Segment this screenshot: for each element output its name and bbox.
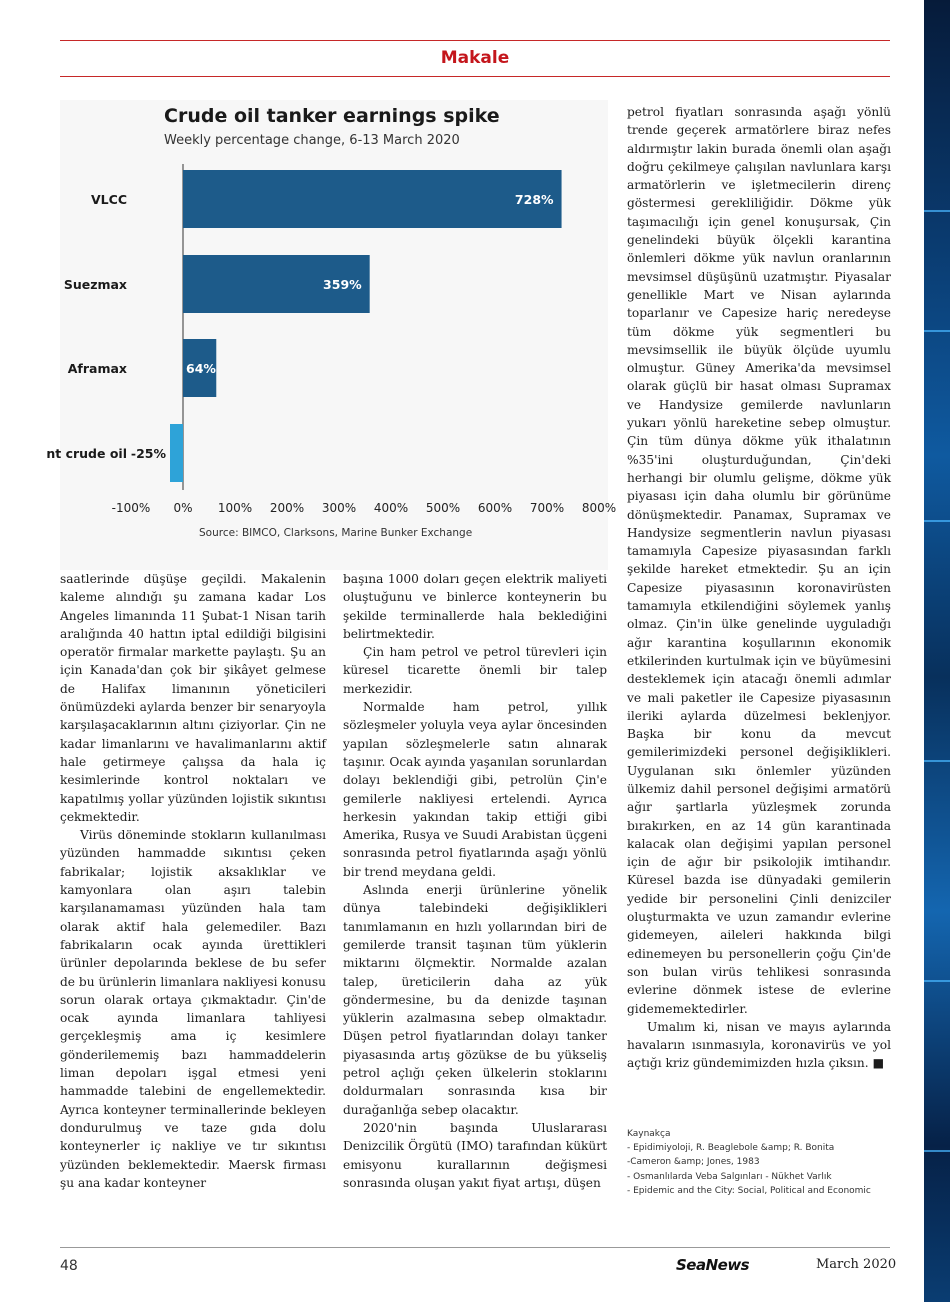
x-tick-label: 0% (173, 501, 193, 515)
x-tick-label: 100% (217, 501, 253, 515)
article-paragraph: 2020'nin başında Uluslararası Denizcilik Örgütü (IMO) tarafından kükürt emisyonu kurallarının değişmesi sonrasında oluşan yakıt fiyat artışı, düşen (343, 1120, 607, 1190)
article-paragraph: başına 1000 doları geçen elektrik maliyeti oluştuğunu ve binlerce konteynerin bu şekilde terminallerde hala beklediğini belirtmektedir. (343, 572, 607, 641)
article-paragraph: Virüs döneminde stokların kullanılması yüzünden hammadde sıkıntısı çeken fabrikalar; lojistik aksaklıklar ve kamyonlara olan aşırı talebin karşılanamaması yüzünden hala tam olarak aktif hala gelemediler. Bazı fabrikaların ocak ayında ürettikleri ürünler depolarında beklese de bu sefer de bu ürünlerin limanlara nakliyesi konusu sorun olarak ortaya çıkmaktadır. Çin'de ocak ayında limanlara tahliyesi gerçekleşmiş ama iç kesimlere gönderilememiş bazı hammaddelerin liman depoları işgal etmesi yeni hammadde talebini de engellemektedir. Ayrıca konteyner terminallerinde bekleyen dondurulmuş ve taze gıda dolu konteynerler iç nakliye ve tır sıkıntısı yüzünden beklemektedir. Maersk firması şu ana kadar konteyner (60, 828, 326, 1190)
article-paragraph: Normalde ham petrol, yıllık sözleşmeler yoluyla veya aylar öncesinden yapılan sözleşmelerle satın alınarak taşınır. Ocak ayında yaşanılan sorunlardan dolayı beklendiği gibi, petrolün Çin'e gemilerle nakliyesi ertelendi. Ayrıca herkesin yakından takip ettiği gibi Amerika, Rusya ve Suudi Arabistan üçgeni sonrasında petrol fiyatlarında aşağı yönlü bir trend meydana geldi. (343, 700, 607, 879)
article-column-1 (60, 570, 326, 1192)
header-rule-top (60, 40, 890, 41)
x-tick-label: 600% (477, 501, 513, 515)
article-paragraph: petrol fiyatları sonrasında aşağı yönlü trende geçerek armatörlere biraz nefes aldırmıştır lakin burada önemli olan aşağı doğru çekilmeye çalışılan navlunlara karşı armatörlerin ve işletmecilerin direnç göstermesi gerekliliğidir. Dökme yük taşımacılığı için genel konuşursak, Çin genelindeki büyük ölçekli karantina önlemleri dökme yük navlun oranlarının mevsimsel düşüşünü uzatmıştır. Piyasalar genellikle Mart ve Nisan aylarında toparlanır ve Capesize hariç neredeyse tüm dökme yük segmentleri bu mevsimsellik ile büyük ölçüde uyumlu olmuştur. Güney Amerika'da mevsimsel olarak güçlü bir hasat olması Supramax ve Handysize gemilerde navlunların yukarı yönlü hareketine sebep olmuştur. Çin tüm dünya dökme yük ithalatının %35'ini oluşturduğundan, Çin'deki herhangi bir olumlu gelişme, dökme yük piyasası için daha olumlu bir görünüme dönüşmektedir. Panamax, Supramax ve Handysize segmentlerin navlun piyasası tamamıyla Capesize piyasasından farklı şekilde hareket etmektedir. Şu an için Capesize piyasasının koronavirüsten tamamıyla etkilendiğini söylemek yanlış olmaz. Çin'in ülke genelinde uyguladığı ağır karantina koşullarının ekonomik etkilerinden kurtulmak için ve büyümesini desteklemek için atacağı önemli adımlar ve mali paketler ile Capesize piyasasının ileriki aylarda düzelmesi beklenjyor. Başka bir konu da mevcut gemilerimizdeki personel değişiklikleri. Uygulanan sıkı önlemler yüzünden ülkemiz dahil personel değişimi armatörü ağır şartlarla yüzleşmek zorunda bırakırken, en az 14 gün karantinada kalacak olan değişimi yapılan personel için de ağır bir psikolojik imtihandır. Küresel bazda ise dünyadaki gemilerin yedide bir personelini Çinli denizciler oluşturmakta ve uzun zamandır evlerine gidemeyen, aileleri hakkında bilgi edinemeyen bu personellerin çoğu Çin'de son bulan virüs tehlikesi sonrasında evlerine dönmek istese de evlerine gidememektedirler. (627, 105, 891, 1016)
x-tick-label: -100% (111, 501, 151, 515)
x-tick-label: 300% (321, 501, 357, 515)
x-tick-label: 700% (529, 501, 565, 515)
data-label: 728% (514, 192, 554, 207)
footer-rule (60, 1247, 890, 1248)
category-label: Aframax (67, 361, 127, 376)
chart-bar (170, 424, 183, 482)
x-tick-label: 800% (581, 501, 617, 515)
article-column-3 (627, 103, 891, 1073)
article-paragraph: Aslında enerji ürünlerine yönelik dünya talebindeki değişiklikleri tanımlamanın en hızlı yollarından biri de gemilerde transit taşınan tüm yüklerin miktarını ölçmektir. Normalde azalan talep, üreticilerin daha az yük göndermesine, bu da denizde taşınan yüklerin azalmasına sebep olmaktadır. Düşen petrol fiyatlarından dolayı tanker piyasasında artış gözükse de bu yükseliş petrol açlığı çeken ülkelerin stoklarını doldurmaları sonrasında kısa bir durağanlığa sebep olacaktır. (343, 883, 607, 1117)
tanker-earnings-chart (46, 100, 617, 570)
category-label: nt crude oil (46, 446, 127, 461)
x-tick-label: 500% (425, 501, 461, 515)
chart-subtitle: Weekly percentage change, 6-13 March 2020 (164, 133, 460, 148)
chart-svg (46, 100, 617, 570)
page-number: 48 (60, 1258, 78, 1274)
reference-item: - Epidemic and the City: Social, Political and Economic (627, 1185, 871, 1196)
x-tick-label: 200% (269, 501, 305, 515)
article-paragraph: saatlerinde düşüşe geçildi. Makalenin kaleme alındığı şu zamana kadar Los Angeles limanında 11 Şubat-1 Nisan tarih aralığında 40 hattın iptal edildiği bilgisini operatör firmalar markette paylaştı. Şu an için Kanada'dan çok bir şikâyet gelmese de Halifax limanının yöneticileri önümüzdeki aylarda benzer bir senaryoyla karşılaşacaklarının altını çiziyorlar. Çin ne kadar limanlarını ve havalimanlarını aktif hale getirmeye çalışsa da hala iç kesimlerinde kontrol noktaları ve kapatılmış yollar yüzünden lojistik sıkıntısı çekmektedir. (60, 572, 326, 824)
issue-date: March 2020 (816, 1257, 897, 1272)
article-paragraph: Umalım ki, nisan ve mayıs aylarında havaların ısınmasıyla, koronavirüs ve yol açtığı kriz gündemimizden hızla çıksın. ■ (627, 1019, 891, 1071)
x-tick-label: 400% (373, 501, 409, 515)
category-label: Suezmax (63, 277, 127, 292)
reference-item: - Osmanlılarda Veba Salgınları - Nükhet Varlık (627, 1171, 832, 1182)
brand-logo: SeaNews (676, 1256, 750, 1274)
chart-title: Crude oil tanker earnings spike (164, 105, 500, 127)
article-column-2 (343, 570, 607, 1192)
chart-bar (183, 170, 562, 228)
article-paragraph: Çin ham petrol ve petrol türevleri için küresel ticarette önemli bir talep merkezidir. (343, 645, 607, 696)
data-label: 359% (323, 277, 362, 292)
references (627, 1127, 897, 1198)
reference-item: -Cameron &amp; Jones, 1983 (627, 1157, 760, 1168)
reference-item: - Epidimiyoloji, R. Beaglebole &amp; R. Bonita (627, 1143, 835, 1154)
header-rule-bottom (60, 76, 890, 77)
chart-source: Source: BIMCO, Clarksons, Marine Bunker Exchange (199, 527, 473, 539)
decorative-edge-image (924, 0, 950, 1302)
section-title: Makale (440, 48, 510, 68)
category-label: VLCC (91, 192, 127, 207)
data-label: 64% (186, 361, 216, 376)
references-heading: Kaynakça (627, 1129, 671, 1139)
data-label: -25% (130, 446, 166, 461)
